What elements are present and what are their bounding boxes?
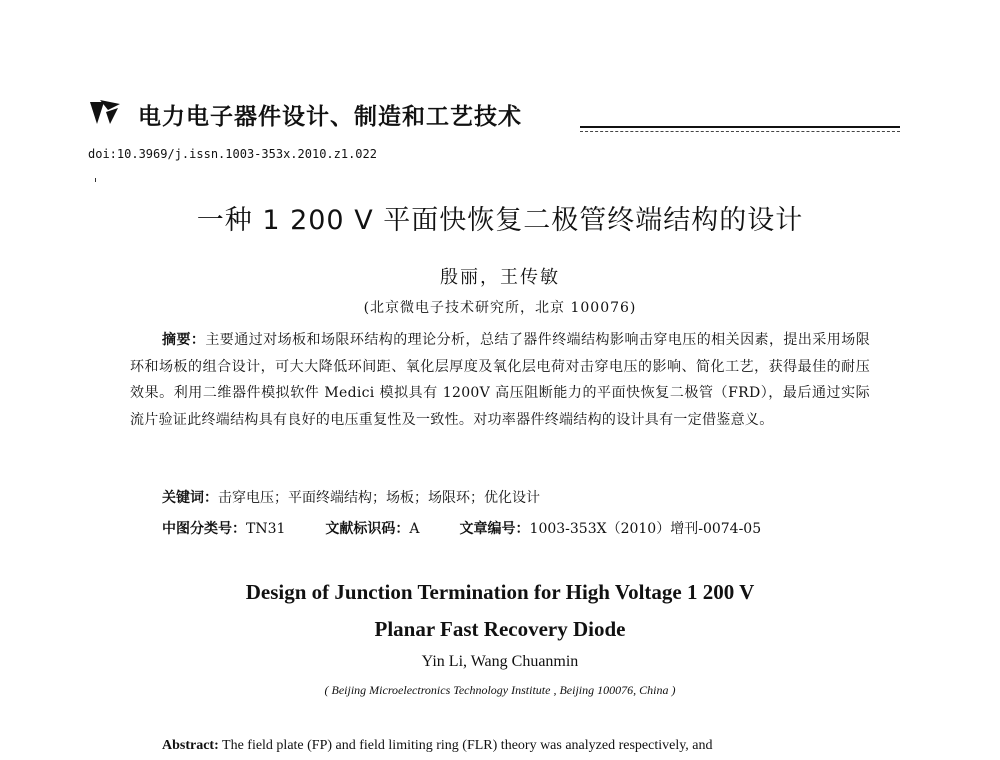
class-label: 中图分类号： <box>162 521 246 537</box>
classification-line <box>162 518 761 538</box>
abstract-en <box>162 738 713 754</box>
abstract-cn <box>130 327 870 433</box>
class-value: TN31 <box>246 521 286 537</box>
paper-title-cn: 一种 1 200 V 平面快恢复二极管终端结构的设计 <box>196 205 804 236</box>
journal-logo-icon <box>88 98 122 126</box>
paper-title-en <box>0 574 1000 648</box>
abstract-label-en: Abstract: <box>162 738 219 753</box>
header-rule <box>580 126 900 128</box>
paper-title-en-line1: Design of Junction Termination for High Voltage 1 200 V <box>245 580 755 604</box>
doccode-value: A <box>409 521 420 537</box>
doccode-label: 文献标识码： <box>325 521 410 537</box>
abstract-text-en: The field plate (FP) and field limiting ring (FLR) theory was analyzed respectively, and <box>222 738 713 753</box>
abstract-label-cn: 摘要： <box>162 332 206 348</box>
section-title: 电力电子器件设计、制造和工艺技术 <box>138 104 522 130</box>
article-label: 文章编号： <box>459 521 530 537</box>
header-rule-dashed <box>580 131 900 132</box>
article-value: 1003-353X（2010）增刊-0074-05 <box>529 521 762 537</box>
authors-cn: 殷丽，王传敏 <box>440 267 560 288</box>
abstract-text-cn: 主要通过对场板和场限环结构的理论分析，总结了器件终端结构影响击穿电压的相关因素，提出采用场限环和场板的组合设计，可大大降低环间距、氧化层厚度及氧化层电荷对击穿电压的影响、简化工艺，获得最佳的耐压效果。利用二维器件模拟软件 Medici 模拟具有 1200V 高压阻断能力的平面快恢复二极管（FRD），最后通过实际流片验证此终端结构具有良好的电压重复性及一致性。对功率器件终端结构的设计具有一定借鉴意义。 <box>130 332 870 428</box>
keywords-cn <box>162 487 540 507</box>
keywords-text: 击穿电压；平面终端结构；场板；场限环；优化设计 <box>218 490 540 506</box>
doi: doi:10.3969/j.issn.1003-353x.2010.z1.022 <box>88 147 377 161</box>
affiliation-en: ( Beijing Microelectronics Technology Institute , Beijing 100076, China ) <box>324 683 676 697</box>
authors-en: Yin Li, Wang Chuanmin <box>421 653 579 670</box>
margin-mark <box>95 178 96 182</box>
affiliation-cn: (北京微电子技术研究所，北京 100076) <box>363 300 637 316</box>
paper-title-en-line2: Planar Fast Recovery Diode <box>374 617 626 641</box>
keywords-label: 关键词： <box>162 490 218 506</box>
